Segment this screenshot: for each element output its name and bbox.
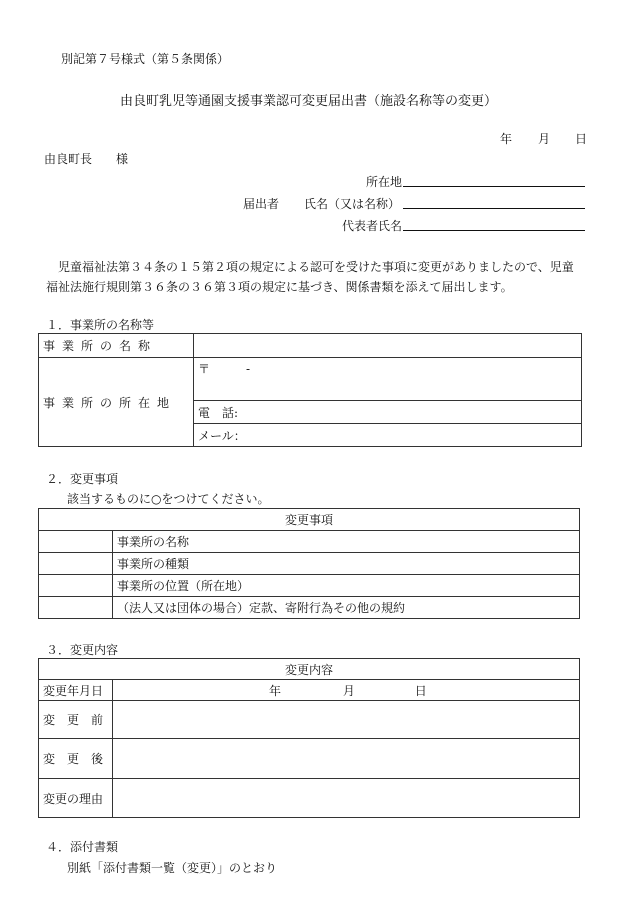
date-month-label: 月 xyxy=(538,132,551,146)
change-item: 事業所の位置（所在地） xyxy=(113,575,580,597)
changes-table xyxy=(38,508,580,619)
email-field[interactable] xyxy=(194,424,582,447)
change-check-cell[interactable] xyxy=(39,575,113,597)
change-check-cell[interactable] xyxy=(39,553,113,575)
email-label: メール： xyxy=(198,428,246,443)
reason-field[interactable] xyxy=(113,779,580,818)
attachments-text: 別紙「添付書類一覧（変更）」のとおり xyxy=(67,861,278,875)
details-header: 変更内容 xyxy=(39,659,580,680)
facility-address-label: 事業所の所在地 xyxy=(39,358,194,447)
change-date-day: 日 xyxy=(414,683,427,698)
rep-field[interactable] xyxy=(403,217,585,231)
facility-name-field[interactable] xyxy=(194,334,582,358)
body-line-2: 福祉法施行規則第３６条の３６第３項の規定に基づき、関係書類を添えて届出します。 xyxy=(46,280,513,294)
name-label: 氏名（又は名称） xyxy=(304,197,401,211)
change-check-cell[interactable] xyxy=(39,531,113,553)
address-label: 所在地 xyxy=(366,175,403,189)
name-field[interactable] xyxy=(403,195,585,209)
body-line-1: 児童福祉法第３４条の１５第２項の規定による認可を受けた事項に変更がありましたので、児童 xyxy=(58,260,574,274)
facility-name-label: 事業所の名称 xyxy=(39,334,194,358)
phone-field[interactable] xyxy=(194,401,582,424)
page-title: 由良町乳児等通園支援事業認可変更届出書（施設名称等の変更） xyxy=(120,94,498,109)
change-date-month: 月 xyxy=(342,683,355,698)
change-date-year: 年 xyxy=(269,683,282,698)
address-field[interactable] xyxy=(403,173,585,187)
after-field[interactable] xyxy=(113,739,580,779)
section3-heading: ３．変更内容 xyxy=(46,643,119,657)
form-id: 別記第７号様式（第５条関係） xyxy=(61,52,230,66)
change-date-field[interactable] xyxy=(113,680,580,701)
section1-heading: １．事業所の名称等 xyxy=(46,318,155,332)
after-label: 変 更 後 xyxy=(39,739,113,779)
section2-instruction: 該当するものに○をつけてください。 xyxy=(67,492,270,506)
reason-label: 変更の理由 xyxy=(39,779,113,818)
phone-label: 電 話: xyxy=(198,405,239,420)
rep-label: 代表者氏名 xyxy=(342,219,403,233)
section4-heading: ４．添付書類 xyxy=(46,840,119,854)
changes-header: 変更事項 xyxy=(39,509,580,531)
change-item: 事業所の名称 xyxy=(113,531,580,553)
change-item: 事業所の種類 xyxy=(113,553,580,575)
postal-field[interactable] xyxy=(194,358,582,401)
details-table xyxy=(38,658,580,818)
postal-mark: 〒 xyxy=(198,362,211,376)
submitter-label: 届出者 xyxy=(243,197,280,211)
change-item: （法人又は団体の場合）定款、寄附行為その他の規約 xyxy=(113,597,580,619)
before-field[interactable] xyxy=(113,701,580,739)
section2-heading: ２．変更事項 xyxy=(46,472,119,486)
change-date-label: 変更年月日 xyxy=(39,680,113,701)
facility-table xyxy=(38,333,582,447)
postal-dash: - xyxy=(246,362,251,376)
before-label: 変 更 前 xyxy=(39,701,113,739)
addressee: 由良町長 様 xyxy=(44,152,129,166)
date-year-label: 年 xyxy=(500,132,513,146)
date-day-label: 日 xyxy=(575,132,588,146)
change-check-cell[interactable] xyxy=(39,597,113,619)
